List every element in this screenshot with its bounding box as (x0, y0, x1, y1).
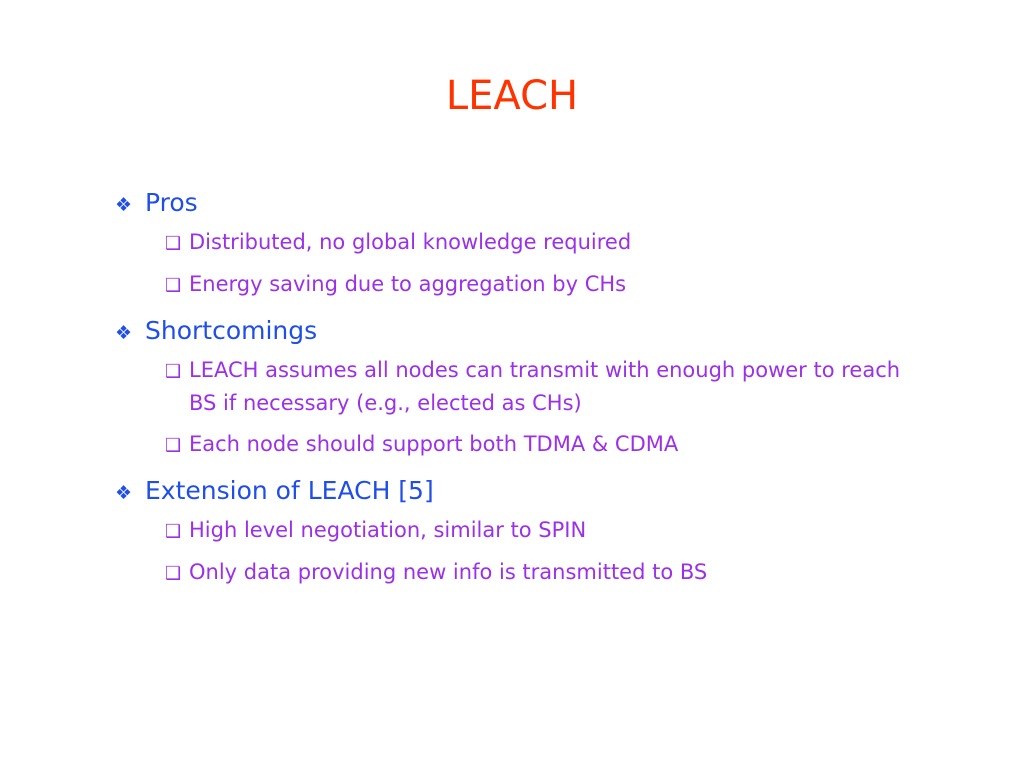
bullet-text: High level negotiation, similar to SPIN (189, 518, 587, 542)
bullet-level2 (165, 226, 915, 260)
hollow-square-bullet-icon: ❑ (165, 435, 182, 456)
bullet-level2 (165, 428, 915, 462)
bullet-text: Each node should support both TDMA & CDMA (189, 432, 679, 456)
hollow-square-bullet-icon: ❑ (165, 233, 182, 254)
hollow-square-bullet-icon: ❑ (165, 275, 182, 296)
bullet-text: LEACH assumes all nodes can transmit with enough power to reach BS if necessary (e.g., elected as CHs) (189, 358, 901, 415)
diamond-bullet-icon: ❖ (115, 194, 133, 216)
bullet-level2 (165, 556, 915, 590)
slide-body (115, 186, 915, 598)
bullet-level1 (115, 314, 915, 354)
bullet-text: Distributed, no global knowledge required (189, 230, 632, 254)
bullet-level1 (115, 474, 915, 514)
section-heading: Shortcomings (145, 316, 318, 345)
bullet-level2 (165, 268, 915, 302)
bullet-level1 (115, 186, 915, 226)
section-heading: Extension of LEACH [5] (145, 476, 434, 505)
diamond-bullet-icon: ❖ (115, 482, 133, 504)
hollow-square-bullet-icon: ❑ (165, 563, 182, 584)
bullet-level2 (165, 514, 915, 548)
bullet-text: Energy saving due to aggregation by CHs (189, 272, 627, 296)
bullet-text: Only data providing new info is transmitted to BS (189, 560, 708, 584)
slide-title: LEACH (445, 73, 579, 119)
hollow-square-bullet-icon: ❑ (165, 521, 182, 542)
hollow-square-bullet-icon: ❑ (165, 361, 182, 382)
section-heading: Pros (145, 188, 198, 217)
bullet-level2 (165, 354, 915, 420)
diamond-bullet-icon: ❖ (115, 322, 133, 344)
